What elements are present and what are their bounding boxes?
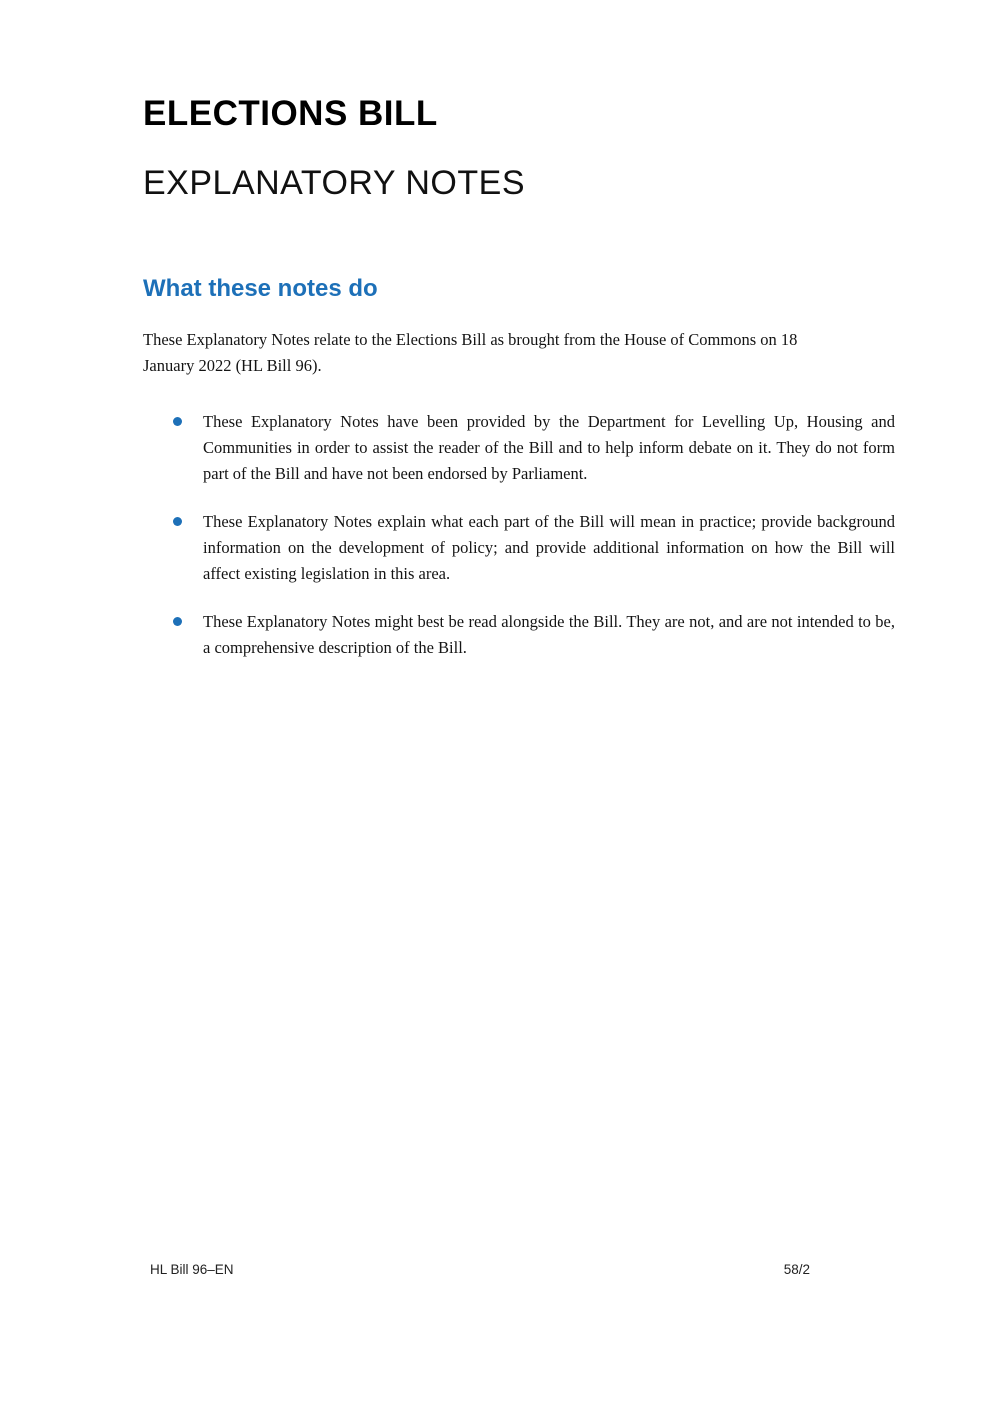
bullet-icon	[173, 617, 182, 626]
section-heading: What these notes do	[143, 275, 378, 302]
bullet-text: These Explanatory Notes have been provided by the Department for Levelling Up, Housing and Communities in order to assist the reader of the Bill and to help inform debate on it. They do not form part of the Bill and have not been endorsed by Parliament.	[203, 412, 895, 483]
bullet-text: These Explanatory Notes might best be read alongside the Bill. They are not, and are not intended to be, a comprehensive description of the Bill.	[203, 612, 895, 657]
bullet-item	[143, 409, 895, 487]
page-footer	[150, 1262, 810, 1277]
bullet-item	[143, 609, 895, 661]
document-title: ELECTIONS BILL	[143, 94, 438, 133]
document-content	[143, 0, 898, 683]
footer-page-number: 58/2	[783, 1262, 810, 1277]
notes-bullet-list	[143, 409, 898, 661]
bullet-icon	[173, 517, 182, 526]
bullet-icon	[173, 417, 182, 426]
footer-bill-reference: HL Bill 96–EN	[150, 1262, 234, 1277]
bullet-text: These Explanatory Notes explain what each part of the Bill will mean in practice; provide background information on the development of policy; and provide additional information on how the Bill will affect existing legislation in this area.	[203, 512, 895, 583]
intro-paragraph: These Explanatory Notes relate to the Elections Bill as brought from the House of Commons on 18 January 2022 (HL Bill 96).	[143, 330, 798, 375]
document-subtitle: EXPLANATORY NOTES	[143, 164, 526, 202]
bullet-item	[143, 509, 895, 587]
